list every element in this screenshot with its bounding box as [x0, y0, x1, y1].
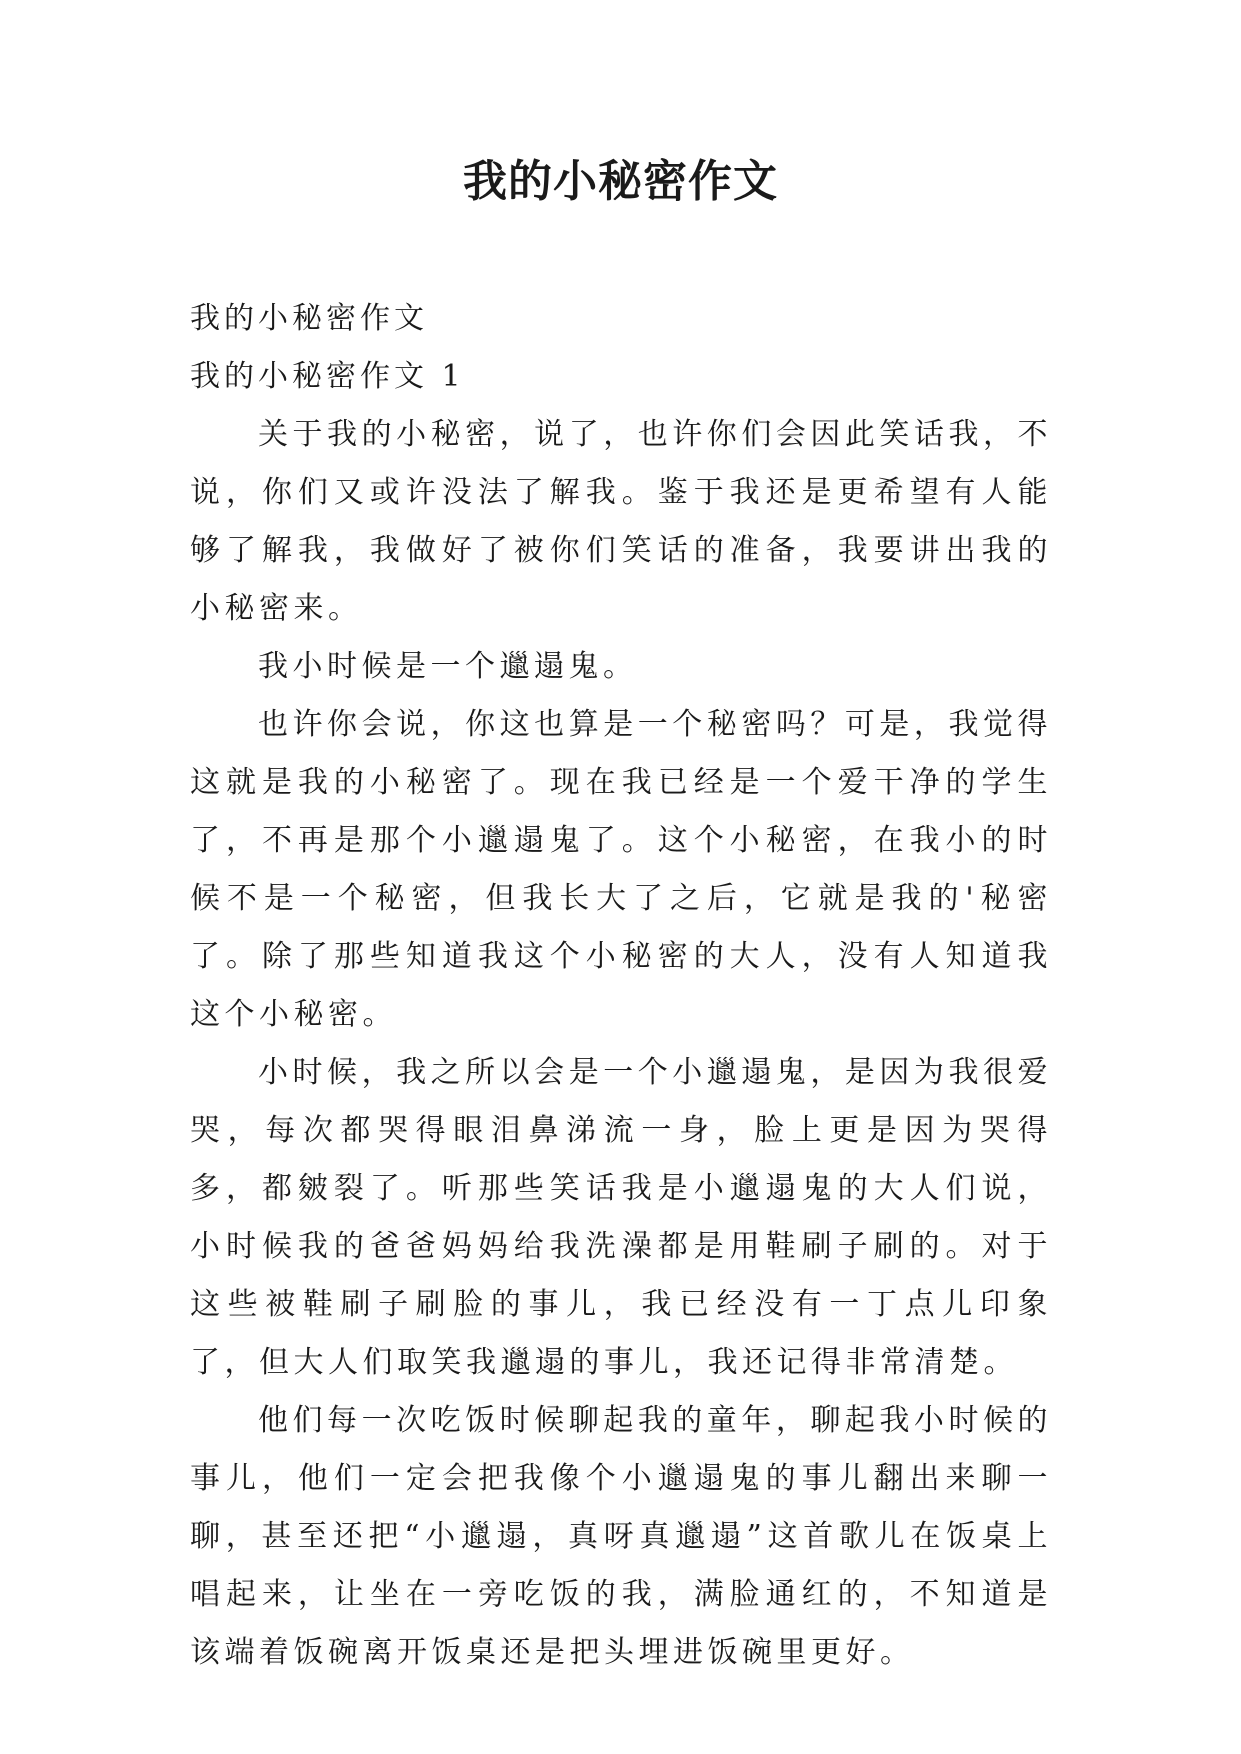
paragraph-4: 小时候，我之所以会是一个小邋遢鬼，是因为我很爱哭，每次都哭得眼泪鼻涕流一身，脸上更是因为哭得多，都皴裂了。听那些笑话我是小邋遢鬼的大人们说，小时候我的爸爸妈妈给我洗澡都是用鞋刷子刷的。对于这些被鞋刷子刷脸的事儿，我已经没有一丁点儿印象了，但大人们取笑我邋遢的事儿，我还记得非常清楚。: [190, 1055, 1052, 1380]
document-body: [190, 290, 1052, 1682]
paragraph-5: 他们每一次吃饭时候聊起我的童年，聊起我小时候的事儿，他们一定会把我像个小邋遢鬼的事儿翻出来聊一聊，甚至还把“小邋遢，真呀真邋遢”这首歌儿在饭桌上唱起来，让坐在一旁吃饭的我，满脸通红的，不知道是该端着饭碗离开饭桌还是把头埋进饭碗里更好。: [190, 1403, 1052, 1670]
paragraph-2: 我小时候是一个邋遢鬼。: [258, 649, 638, 684]
heading-line-1: 我的小秘密作文: [190, 301, 428, 336]
paragraph-3: 也许你会说，你这也算是一个秘密吗？可是，我觉得这就是我的小秘密了。现在我已经是一个爱干净的学生了，不再是那个小邋遢鬼了。这个小秘密，在我小的时候不是一个秘密，但我长大了之后，它就是我的'秘密了。除了那些知道我这个小秘密的大人，没有人知道我这个小秘密。: [190, 707, 1052, 1032]
document-title: 我的小秘密作文: [463, 156, 778, 207]
heading-line-2: 我的小秘密作文 1: [190, 359, 465, 394]
paragraph-1: 关于我的小秘密，说了，也许你们会因此笑话我，不说，你们又或许没法了解我。鉴于我还是更希望有人能够了解我，我做好了被你们笑话的准备，我要讲出我的小秘密来。: [190, 417, 1052, 626]
